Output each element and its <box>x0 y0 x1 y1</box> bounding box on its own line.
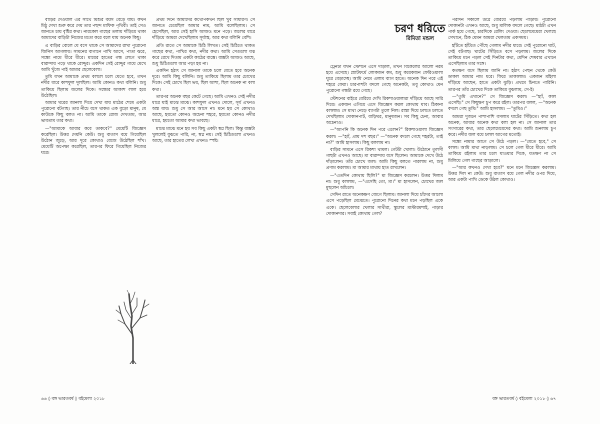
left-page-column-2 <box>152 18 255 240</box>
right-page-column-1 <box>326 65 443 382</box>
paragraph: প্রতি রাতে সে আমাকে চিঠি লিখত। সেই চিঠিতে থাকত গাছের কথা, পাখির কথা, নদীর কথা। আমি সেগুলো যত্ন করে রেখে দিতাম একটা কাঠের বাক্সে। বাক্সটা আজও আছে, শুধু চিঠিগুলো আর পড়া হয় না। <box>152 43 255 67</box>
paragraph: আমার ঘরের জানলা দিয়ে দেখা যায় মাঠের শেষে একটা পুরোনো বটগাছ। তার নীচে বসে থাকত এক বুড়ো মানুষ, যে কাউকে কিছু বলত না। আমি তাকে রোজ দেখতাম, আর ভাবতাম তার কথা। <box>41 101 146 125</box>
article-title: চরণ ধরিতে <box>394 22 446 35</box>
right-page-column-2 <box>448 18 556 382</box>
paragraph: পরদিন সকালে উঠে বেরিয়ে পড়লাম পাড়ায়। পুরোনো দোকানটা এখনও আছে, শুধু মালিক বদলে গেছে। মাঠটা এখন পার্ক হয়ে গেছে, চারদিকে রেলিং দেওয়া। ছেলেমেয়েরা খেলছে সেখানে, ঠিক যেমন আমরা খেলতাম একসময়। <box>448 18 556 42</box>
paragraph: সেদিন রাতে অনেকক্ষণ জেগে ছিলাম। জানলা দিয়ে চাঁদের আলো এসে পড়েছিল মেঝেতে। পুরোনো দিনের কথা মনে পড়ছিল একে একে। ছেলেবেলার খেলার সাথীরা, স্কুলের মাস্টারমশাই, পাড়ার দোকানদার। সবাই কোথায় গেল? <box>326 193 443 217</box>
paragraph: কতক্ষণ বসে ছিলাম জানি না। হঠাৎ পেছন থেকে কেউ ডাকল আমার নাম ধরে। ফিরে তাকালাম। একজন মহিলা দাঁড়িয়ে আছেন, হাতে একটা ঝুড়ি। প্রথমে চিনতে পারিনি। তারপর তাঁর চোখের দিকে তাকিয়ে বুঝলাম, সে-ই। <box>448 69 556 93</box>
paragraph: তারপর অনেক বছর কেটে গেছে। আমি এখনও সেই নদীর ধারে যাই মাঝে মাঝে। কাশফুল এখনও দোলে, সূর্য এখনও অস্ত যায়। শুধু সে আর আসে না। মনে হয় সে কোথাও আছে, হয়তো কোনও অচেনা শহরে, হয়তো কোনও নদীর ধারে, হয়তো আমার কথা ভাবছে। <box>152 95 255 125</box>
paragraph: সন্ধ্যে নামার আগে সে উঠে পড়ল। —"যেতে হবে," সে বলল। আমি মাথা নাড়লাম। সে চলে গেল ধীরে ধীরে। আমি তাকিয়ে রইলাম তার চলে যাওয়ার দিকে, যতক্ষণ না সে মিলিয়ে গেল গাছের আড়ালে। <box>448 140 556 164</box>
bare-tree-illustration <box>115 290 151 364</box>
paragraph: —"আর কখনও দেখা হবে?" মনে মনে জিজ্ঞেস করলাম। উত্তর দিল না কেউ। শুধু বাতাস বয়ে গেল নদীর ওপর দিয়ে, আর একটা পাখি ডেকে উঠল কোথাও। <box>448 166 556 184</box>
paragraph: এ বাড়ির বোলে যে বসে থাকে সে আমাদের রাখা পুরোনো জিনিস আগলায়। সামনের বাগানে পাখি আসে, পাতা ঝরে, সন্ধ্যে নামে ধীরে ধীরে। মায়ের হাতের গন্ধ লেগে থাকা বারান্দায় পড়ে থাকে রোদ্দুর। একদিন সেই রোদ্দুর গায়ে মেখে আমি খুঁজে পাই আমার ছেলেবেলা। <box>41 43 146 73</box>
paragraph: বাড়ির সামনে এসে রিকশা থামল। গেটটা খোলা। উঠোনে তুলসী গাছটা এখনও আছে। মা বারান্দায় বসে ছিলেন। আমাকে দেখে উঠে দাঁড়ালেন। তাঁর চোখে জল। আমি কিছু বলতে পারলাম না, শুধু প্রণাম করলাম। মা আমার মাথায় হাত রাখলেন। <box>326 148 443 172</box>
paragraph: —"আমাকে আবার কবে ডাকবে?" মেয়েটি জিজ্ঞেস করেছিল। উত্তর দেয়নি কেউ। শুধু বাতাস বয়ে গিয়েছিল উঠোন জুড়ে, আর দূরে কোথাও বেজে উঠেছিল শাঁখ। মেয়েটি অপেক্ষা করেছিল, তারপর ফিরে গিয়েছিল নিজের ঘরে। <box>41 126 146 156</box>
paragraph: একদিন হঠাৎ সে জানাল তাকে চলে যেতে হবে অনেক দূরে। আমি কিছু বলিনি। শুধু তাকিয়ে ছিলাম তার চোখের দিকে। সেই চোখে ছিল ভয়, ছিল আশা, ছিল অনেক না বলা কথা। <box>152 69 255 93</box>
paragraph: —"এতদিন কোথায় ছিলি?" মা জিজ্ঞেস করলেন। উত্তর দিলাম না। শুধু বললাম, —"এসেছি তো, মা।" মা হাসলেন, চোখের জল মুছলেন আঁচলে। <box>326 173 443 191</box>
paragraph: —"আপনি কি অনেক দিন পরে এলেন?" রিকশাওয়ালা জিজ্ঞেস করল। —"হ্যাঁ, প্রায় দশ বছর।" —"অনেক বদলে গেছে শহরটা, তাই না?" আমি হাসলাম। কিছু বললাম না। <box>326 128 443 146</box>
paragraph: হাঁটতে হাঁটতে পৌঁছে গেলাম নদীর ধারে। সেই পুরোনো ঘাট, সেই বটগাছ। ঘাটের সিঁড়িতে বসে পড়লাম। জলের দিকে তাকিয়ে মনে পড়ল সেই দিনটার কথা, যেদিন শেষবার এখানে এসেছিলাম তার সঙ্গে। <box>448 43 556 67</box>
footer-right: বঙ্গ ভারতবর্ষ ◊ বইমেলা ২০১৮ ◊ ৬৭ <box>492 397 556 402</box>
paragraph: —"তুমি এখানে?" সে জিজ্ঞেস করল। —"হ্যাঁ, কাল এসেছি।" সে কিছুক্ষণ চুপ করে রইল। তারপর বলল, —"অনেক বদলে গেছ তুমি।" আমি হাসলাম। —"তুমিও।" <box>448 95 556 113</box>
paragraph: মাঝে মাঝে মনে হয় সব কিছু একটা স্বপ্ন ছিল। কিন্তু বাক্সটা খুললেই বুঝতে পারি, না, স্বপ্ন নয়। সেই চিঠিগুলো এখনও আছে, তার হাতের লেখা এখনও স্পষ্ট। <box>152 126 255 144</box>
paragraph: বাড়ির দেওয়াল এর সাথে মিশুর বয়স বেড়ে যায়। কখন মিঠু দেখা শুরু করে দেয় তার পছন্দ মাফিক পৃথিবী। তাই সেও জানতে চায় বৃষ্টির কথা। নারকেল গাছের তলায় দাঁড়িয়ে থাকা আমাদের বাড়িটা নিজের মতো করে বলে যায় অনেক কিছু। <box>41 18 146 42</box>
paragraph: স্টেশনের বাইরে বেরিয়ে দেখি রিকশাওয়ালারা দাঁড়িয়ে আছে সারি দিয়ে। একজন এগিয়ে এসে জিজ্ঞেস করল কোথায় যাব। ঠিকানা বললাম। সে মাথা নেড়ে ব্যাগটা তুলে নিল। রাস্তা দিয়ে চলতে চলতে দেখছিলাম দোকানপাট, বাড়িঘর, মানুষজন। সব কিছু চেনা, আবার অচেনাও। <box>326 96 443 126</box>
paragraph: তুমি যখন আমাকে প্রথম বললে চলে যেতে হবে, তখন নদীর ধারে কাশফুল দুলছিল। আমি কোনও কথা বলিনি। শুধু তাকিয়ে ছিলাম জলের দিকে। সন্ধ্যের আকাশ লাল হয়ে উঠেছিল। <box>41 75 146 99</box>
left-page-column-1 <box>41 18 146 240</box>
paragraph: আমরা দুজনে পাশাপাশি বসলাম ঘাটের সিঁড়িতে। কথা হল অনেক, আবার অনেক কথা বলা হল না। সে জানাল তার সংসারের কথা, তার ছেলেমেয়েদের কথা। আমি শুনলাম চুপ করে। নদীর জল বয়ে চলল আগের মতোই। <box>448 114 556 138</box>
paragraph: ট্রেনটা যখন স্টেশনে এসে দাঁড়াল, তখন বিকেলের আলো নরম হয়ে এসেছে। প্ল্যাটফর্মে লোকজন কম, শুধু কয়েকজন ফেরিওয়ালা ঘুরে বেড়াচ্ছে। আমি নেমে এলাম ব্যাগ হাতে। অনেক দিন পরে এই শহরে ফেরা। চারপাশটা বদলে গেছে অনেকটা, তবু কোথাও যেন পুরোনো গন্ধটা রয়ে গেছে। <box>326 65 443 95</box>
author-name: রিমিতা মন্ডল <box>406 36 434 42</box>
paragraph: প্রথম দিনে আমাদের কথোপকথন ছিল খুব সাধারণ। সে জানতে চেয়েছিল আমার নাম, আমি বলেছিলাম। সে হেসেছিল, আর সেই হাসি আজও মনে পড়ে। জলের ধারে দাঁড়িয়ে আমরা দেখেছিলাম সূর্যাস্ত, আর কথা বলিনি বেশি। <box>152 18 255 42</box>
footer-left: ৬৬ ◊ বঙ্গ ভারতবর্ষ ◊ বইমেলা ২০১৮ <box>41 397 105 402</box>
